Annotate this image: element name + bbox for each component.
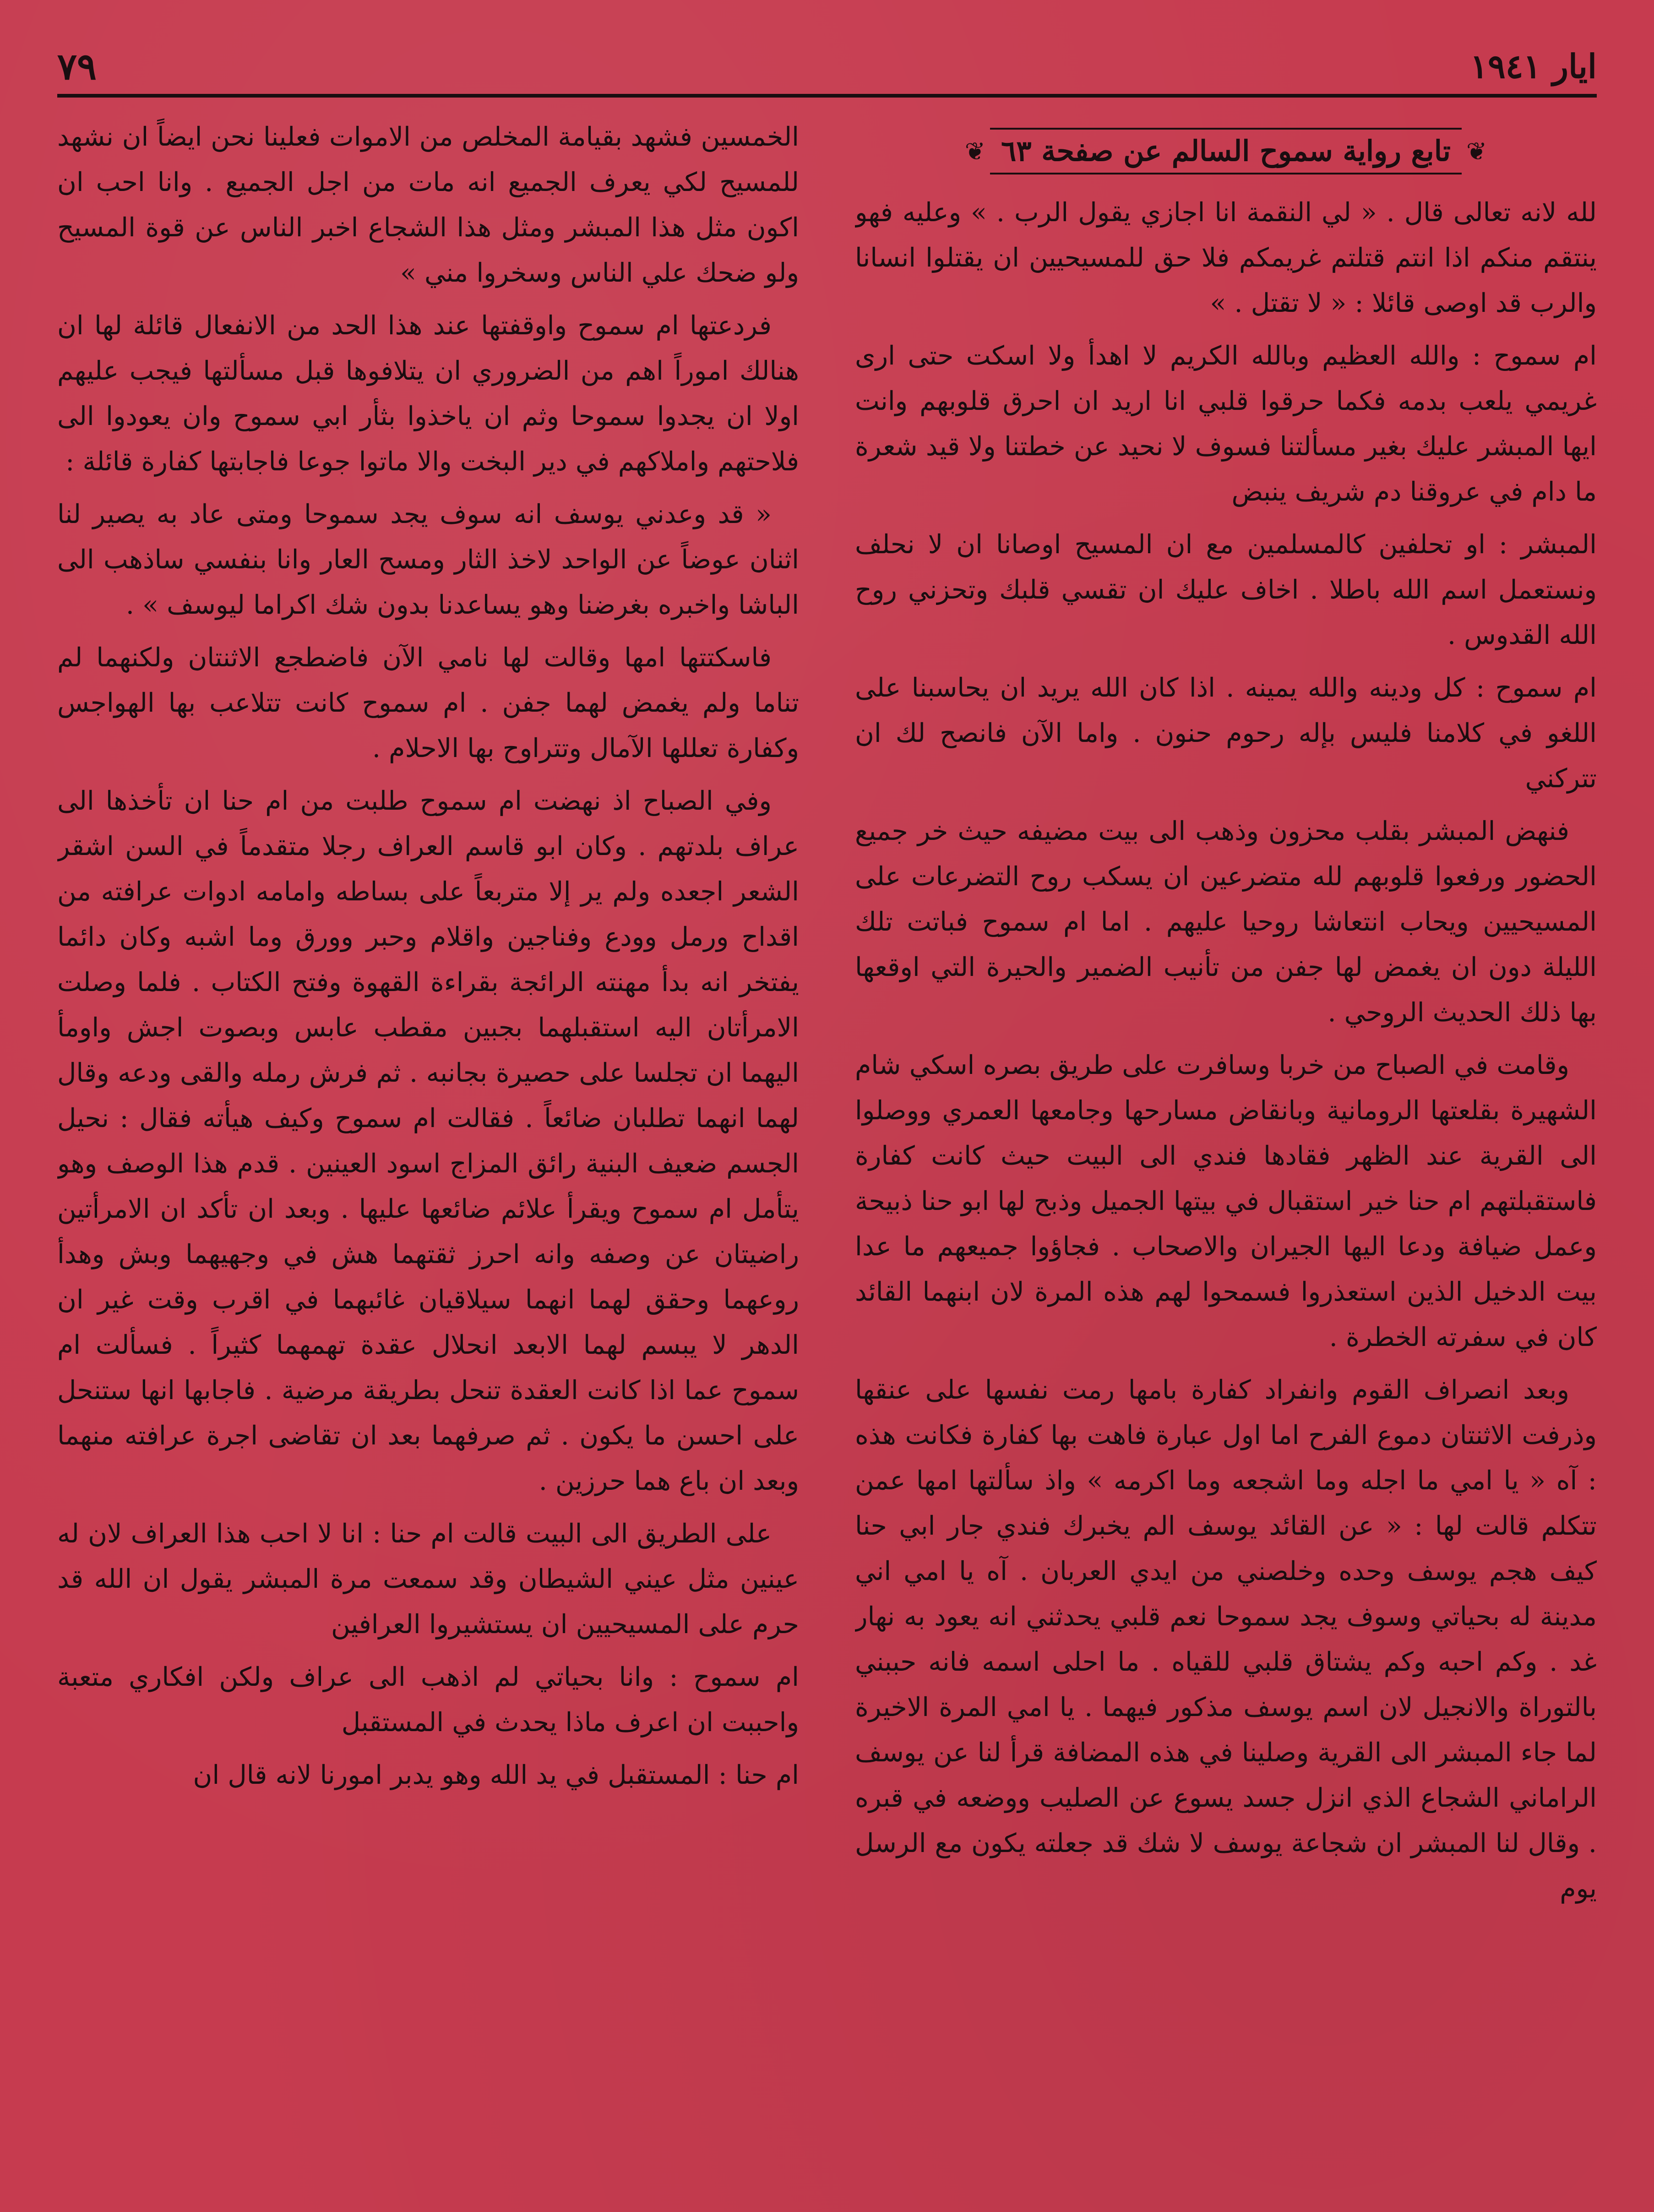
left-column <box>57 114 799 2185</box>
paragraph: لله لانه تعالى قال . « لي النقمة انا اجازي يقول الرب . » وعليه فهو ينتقم منكم اذا انتم قتلتم غريمكم فلا حق للمسيحيين ان يقتلوا انسانا والرب قد اوصى قائلا : « لا تقتل . » <box>855 197 1597 318</box>
paragraph: وفي الصباح اذ نهضت ام سموح طلبت من ام حنا ان تأخذها الى عراف بلدتهم . وكان ابو قاسم العراف رجلا متقدماً في السن اشقر الشعر اجعده ولم ير إلا متربعاً على بساطه وامامه ادوات عرافته من اقداح ورمل وودع وفناجين واقلام وحبر وورق وما اشبه وكان دائما يفتخر انه بدأ مهنته الرائجة بقراءة القهوة وفتح الكتاب . فلما وصلت الامرأتان اليه استقبلهما بجبين مقطب عابس وبصوت اجش واومأ اليهما ان تجلسا على حصيرة بجانبه . ثم فرش رمله والقى ودعه وقال لهما انهما تطلبان ضائعاً . فقالت ام سموح وكيف هيأته فقال : نحيل الجسم ضعيف البنية رائق المزاج اسود العينين . قدم هذا الوصف وهو يتأمل ام سموح ويقرأ علائم ضائعها عليها . وبعد ان تأكد ان الامرأتين راضيتان عن وصفه وانه احرز ثقتهما هش في وجهيهما وبش وهدأ روعهما وحقق لهما انهما سيلاقيان غائبهما في اقرب وقت غير ان الدهر لا يبسم لهما الابعد انحلال عقدة تهمهما كثيراً . فسألت ام سموح عما اذا كانت العقدة تنحل بطريقة مرضية . فاجابها انها ستنحل على احسن ما يكون . ثم صرفهما بعد ان تقاضى اجرة عرافته منهما وبعد ان باع هما حرزين . <box>57 786 799 1496</box>
paragraph: وقامت في الصباح من خربا وسافرت على طريق بصره اسكي شام الشهيرة بقلعتها الرومانية وبانقاض مسارحها وجامعها العمري ووصلوا الى القرية عند الظهر فقادها فندي الى البيت حيث كانت كفارة فاستقبلتهم ام حنا خير استقبال في بيتها الجميل وذبح لها ابو حنا ذبيحة وعمل ضيافة ودعا اليها الجيران والاصحاب . فجاؤوا جميعهم ما عدا بيت الدخيل الذين استعذروا فسمحوا لهم هذه المرة لان ابنهما القائد كان في سفرته الخطرة . <box>855 1050 1597 1352</box>
paragraph: ام سموح : وانا بحياتي لم اذهب الى عراف ولكن افكاري متعبة واحببت ان اعرف ماذا يحدث في المستقبل <box>57 1662 799 1738</box>
paragraph: على الطريق الى البيت قالت ام حنا : انا لا احب هذا العراف لان له عينين مثل عيني الشيطان وقد سمعت مرة المبشر يقول ان الله قد حرم على المسيحيين ان يستشيروا العرافين <box>57 1519 799 1640</box>
column-divider <box>824 151 825 2166</box>
paragraph: الخمسين فشهد بقيامة المخلص من الاموات فعلينا نحن ايضاً ان نشهد للمسيح لكي يعرف الجميع انه مات من اجل الجميع . وانا احب ان اكون مثل هذا المبشر ومثل هذا الشجاع اخبر الناس عن قوة المسيح ولو ضحك علي الناس وسخروا مني » <box>57 122 799 288</box>
paragraph: المبشر : او تحلفين كالمسلمين مع ان المسيح اوصانا ان لا نحلف ونستعمل اسم الله باطلا . اخاف عليك ان تقسي قلبك وتحزني روح الله القدوس . <box>855 529 1597 650</box>
paragraph: ام سموح : كل ودينه والله يمينه . اذا كان الله يريد ان يحاسبنا على اللغو في كلامنا فليس بإله رحوم حنون . واما الآن فانصح لك ان تتركني <box>855 673 1597 794</box>
continuation-title: تابع رواية سموح السالم عن صفحة ٦٣ <box>990 128 1462 174</box>
page-header <box>57 41 1597 92</box>
right-column <box>855 114 1597 2185</box>
header-rule <box>57 94 1597 98</box>
paragraph: ام حنا : المستقبل في يد الله وهو يدبر امورنا لانه قال ان <box>193 1760 799 1790</box>
paragraph: « قد وعدني يوسف انه سوف يجد سموحا ومتى عاد به يصير لنا اثنان عوضاً عن الواحد لاخذ الثار ومسح العار وانا بنفسي ساذهب الى الباشا واخبره بغرضنا وهو يساعدنا بدون شك اكراما ليوسف » . <box>57 499 799 620</box>
ornament-icon: ❦ <box>1466 136 1487 166</box>
paragraph: وبعد انصراف القوم وانفراد كفارة بامها رمت نفسها على عنقها وذرفت الاثنتان دموع الفرح اما اول عبارة فاهت بها كفارة فكانت هذه : آه « يا امي ما اجله وما اشجعه وما اكرمه » واذ سألتها امها عمن تتكلم قالت لها : « عن القائد يوسف الم يخبرك فندي جار ابي حنا كيف هجم يوسف وحده وخلصني من ايدي العربان . آه يا امي اني مدينة له بحياتي وسوف يجد سموحا نعم قلبي يحدثني انه يعود به نهار غد . وكم احبه وكم يشتاق قلبي للقياه . ما احلى اسمه فانه حببني بالتوراة والانجيل لان اسم يوسف مذكور فيهما . يا امي المرة الاخيرة لما جاء المبشر الى القرية وصلينا في هذه المضافة قرأ لنا عن يوسف الراماني الشجاع الذي انزل جسد يسوع عن الصليب ووضعه في قبره . وقال لنا المبشر ان شجاعة يوسف لا شك قد جعلته يكون مع الرسل يوم <box>855 1375 1597 1904</box>
continuation-banner <box>855 126 1597 176</box>
issue-date: ايار ١٩٤١ <box>1470 47 1597 86</box>
page-number: ٧٩ <box>57 45 97 88</box>
paragraph: ام سموح : والله العظيم وبالله الكريم لا اهدأ ولا اسكت حتى ارى غريمي يلعب بدمه فكما حرقوا قلبي انا اريد ان احرق قلوبهم وانت ايها المبشر عليك بغير مسألتنا فسوف لا نحيد عن خطتنا ولا قيد شعرة ما دام في عروقنا دم شريف ينبض <box>855 341 1597 507</box>
paragraph: فاسكتتها امها وقالت لها نامي الآن فاضطجع الاثنتان ولكنهما لم تناما ولم يغمض لهما جفن . ام سموح كانت تتلاعب بها الهواجس وكفارة تعللها الآمال وتتراوح بها الاحلام . <box>57 643 799 763</box>
ornament-icon: ❦ <box>964 136 986 166</box>
paragraph: فردعتها ام سموح واوقفتها عند هذا الحد من الانفعال قائلة لها ان هنالك اموراً اهم من الضروري ان يتلافوها قبل مسألتها فيجب عليهم اولا ان يجدوا سموحا وثم ان ياخذوا بثأر ابي سموح وان يعودوا الى فلاحتهم واملاكهم في دير البخت والا ماتوا جوعا فاجابتها كفارة قائلة : <box>57 311 799 477</box>
paragraph: فنهض المبشر بقلب محزون وذهب الى بيت مضيفه حيث خر جميع الحضور ورفعوا قلوبهم لله متضرعين ان يسكب روح التضرعات على المسيحيين ويحاب انتعاشا روحيا عليهم . اما ام سموح فباتت تلك الليلة دون ان يغمض لها جفن من تأنيب الضمير والحيرة التي اوقعها بها ذلك الحديث الروحي . <box>855 816 1597 1028</box>
